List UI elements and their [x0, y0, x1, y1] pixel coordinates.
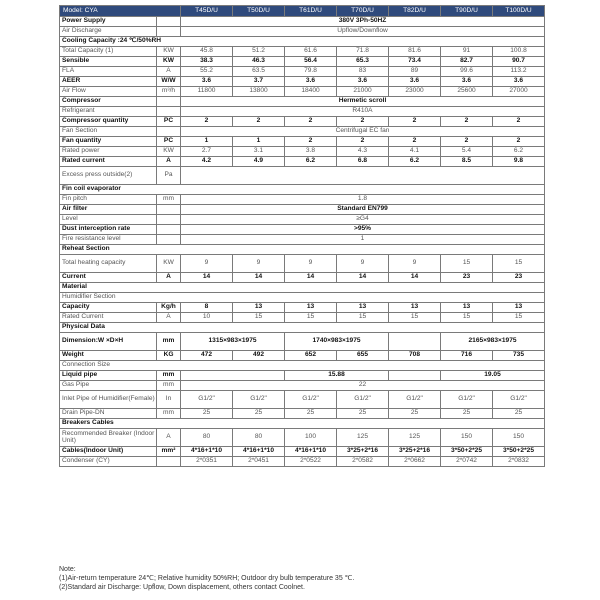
spec-row [60, 205, 545, 215]
row-label: Drain Pipe-DN [60, 409, 157, 419]
row-label: Rated current [60, 157, 157, 167]
spec-table-container [59, 5, 544, 467]
value-cell: 13800 [233, 87, 285, 97]
row-unit [157, 27, 181, 37]
row-unit [157, 107, 181, 117]
spec-row [60, 313, 545, 323]
section-header: Cooling Capacity :24 ℃/50%RH [60, 37, 545, 47]
spec-row [60, 429, 545, 447]
spec-row [60, 447, 545, 457]
value-cell: 6.8 [337, 157, 389, 167]
value-cell: 2 [181, 117, 233, 127]
value-cell: 45.8 [181, 47, 233, 57]
value-cell: 14 [285, 273, 337, 283]
row-label: Air filter [60, 205, 157, 215]
value-cell: 13 [337, 303, 389, 313]
row-label: Recommended Breaker (Indoor Unit) [60, 429, 157, 447]
spec-row [60, 137, 545, 147]
value-cell: 2*0832 [493, 457, 545, 467]
row-label: FLA [60, 67, 157, 77]
spec-row [60, 215, 545, 225]
spec-row [60, 333, 545, 351]
value-cell: 6.2 [285, 157, 337, 167]
row-unit: Pa [157, 167, 181, 185]
value-cell: 46.3 [233, 57, 285, 67]
value-cell: 13 [441, 303, 493, 313]
value-cell: 11800 [181, 87, 233, 97]
value-cell: 2 [441, 137, 493, 147]
value-cell: 25 [493, 409, 545, 419]
row-unit: mm² [157, 447, 181, 457]
value-cell: 4.3 [337, 147, 389, 157]
value-cell [181, 371, 285, 381]
value-cell: 1 [181, 235, 545, 245]
row-label: Compressor [60, 97, 157, 107]
value-cell: 90.7 [493, 57, 545, 67]
row-unit: A [157, 273, 181, 283]
row-label: Total Capacity (1) [60, 47, 157, 57]
value-cell: 2 [493, 137, 545, 147]
value-cell: 380V 3Ph-50HZ [181, 17, 545, 27]
row-unit [157, 205, 181, 215]
value-cell: 150 [441, 429, 493, 447]
row-label: Total heating capacity [60, 255, 157, 273]
spec-row [60, 157, 545, 167]
value-cell: 5.4 [441, 147, 493, 157]
header-row [60, 6, 545, 17]
spec-row [60, 255, 545, 273]
row-label: Refrigerant [60, 107, 157, 117]
value-cell: 2 [233, 117, 285, 127]
value-cell: G1/2" [493, 391, 545, 409]
row-label: Weight [60, 351, 157, 361]
value-cell: 1 [233, 137, 285, 147]
spec-row [60, 225, 545, 235]
value-cell: 4.1 [389, 147, 441, 157]
row-label: Fan quantity [60, 137, 157, 147]
value-cell: 3*25+2*16 [337, 447, 389, 457]
row-unit: A [157, 67, 181, 77]
model-header: T70D/U [337, 6, 389, 17]
row-unit: W/W [157, 77, 181, 87]
row-unit: mm [157, 195, 181, 205]
spec-row [60, 97, 545, 107]
value-cell: 3.6 [493, 77, 545, 87]
spec-row [60, 57, 545, 67]
value-cell: 9.8 [493, 157, 545, 167]
value-cell: 71.8 [337, 47, 389, 57]
row-label: Power Supply [60, 17, 157, 27]
value-cell: 8.5 [441, 157, 493, 167]
row-unit [157, 225, 181, 235]
value-cell: 15 [493, 255, 545, 273]
row-unit: A [157, 157, 181, 167]
value-cell: 2 [441, 117, 493, 127]
value-cell: Hermetic scroll [181, 97, 545, 107]
row-label: Fan Section [60, 127, 157, 137]
spec-row [60, 37, 545, 47]
row-label: Rated power [60, 147, 157, 157]
value-cell [389, 333, 441, 351]
value-cell: 3.1 [233, 147, 285, 157]
row-unit: KW [157, 47, 181, 57]
row-unit [157, 215, 181, 225]
row-unit: Kg/h [157, 303, 181, 313]
value-cell: 13 [285, 303, 337, 313]
value-cell: 15 [441, 313, 493, 323]
value-cell: 472 [181, 351, 233, 361]
value-cell: 23 [441, 273, 493, 283]
section-header: Reheat Section [60, 245, 545, 255]
row-label: Air Discharge [60, 27, 157, 37]
value-cell: 1.8 [181, 195, 545, 205]
row-label: Inlet Pipe of Humidifier(Female) [60, 391, 157, 409]
section-header: Fin coil evaporator [60, 185, 545, 195]
value-cell: 708 [389, 351, 441, 361]
value-cell: 3*50+2*25 [441, 447, 493, 457]
model-label: Model: CYA [60, 6, 181, 17]
value-cell: 51.2 [233, 47, 285, 57]
value-cell: 2.7 [181, 147, 233, 157]
value-cell: 38.3 [181, 57, 233, 67]
value-cell: 3.6 [181, 77, 233, 87]
value-cell: 2 [285, 117, 337, 127]
model-header: T61D/U [285, 6, 337, 17]
spec-row [60, 17, 545, 27]
value-cell: 652 [285, 351, 337, 361]
note-line: (1)Air-return temperature 24℃; Relative humidity 50%RH; Outdoor dry bulb temperature 35 ℃. [59, 574, 355, 582]
value-cell: Centrifugal EC fan [181, 127, 545, 137]
row-unit: PC [157, 117, 181, 127]
value-cell: 1 [181, 137, 233, 147]
row-unit [157, 235, 181, 245]
notes [59, 566, 354, 592]
spec-row [60, 27, 545, 37]
spec-row [60, 303, 545, 313]
row-label: Liquid pipe [60, 371, 157, 381]
value-cell: 13 [389, 303, 441, 313]
value-cell: 25600 [441, 87, 493, 97]
value-cell: 3.6 [285, 77, 337, 87]
spec-row [60, 117, 545, 127]
spec-row [60, 293, 545, 303]
value-cell: 655 [337, 351, 389, 361]
value-cell: 9 [389, 255, 441, 273]
spec-row [60, 67, 545, 77]
value-cell: 25 [441, 409, 493, 419]
value-cell: 4*16+1*10 [285, 447, 337, 457]
value-cell: G1/2" [181, 391, 233, 409]
value-cell: 14 [337, 273, 389, 283]
model-header: T90D/U [441, 6, 493, 17]
spec-row [60, 381, 545, 391]
value-cell: 25 [389, 409, 441, 419]
spec-row [60, 147, 545, 157]
value-cell: 14 [389, 273, 441, 283]
value-cell: 6.2 [389, 157, 441, 167]
value-cell: 14 [233, 273, 285, 283]
row-label: Fire resistance level [60, 235, 157, 245]
value-cell: 82.7 [441, 57, 493, 67]
section-header: Connection Size [60, 361, 545, 371]
row-label: Compressor quantity [60, 117, 157, 127]
model-header: T50D/U [233, 6, 285, 17]
row-label: Rated Current [60, 313, 157, 323]
value-cell: 2 [285, 137, 337, 147]
value-cell: 13 [233, 303, 285, 313]
row-label: Excess press outside(2) [60, 167, 157, 185]
value-cell: Standard EN799 [181, 205, 545, 215]
spec-row [60, 457, 545, 467]
row-label: Dimension:W ×D×H [60, 333, 157, 351]
value-cell: R410A [181, 107, 545, 117]
spec-row [60, 361, 545, 371]
value-cell: 15 [337, 313, 389, 323]
notes-title: Note: [59, 566, 76, 573]
row-unit: In [157, 391, 181, 409]
value-cell: 492 [233, 351, 285, 361]
row-unit: KW [157, 147, 181, 157]
row-label: Current [60, 273, 157, 283]
value-cell: 89 [389, 67, 441, 77]
value-cell: 91 [441, 47, 493, 57]
value-cell: 2 [337, 137, 389, 147]
spec-row [60, 371, 545, 381]
value-cell: 125 [337, 429, 389, 447]
value-cell: 2 [337, 117, 389, 127]
value-cell: 25 [285, 409, 337, 419]
value-cell: 25 [181, 409, 233, 419]
spec-table-body [60, 17, 545, 467]
value-cell: 27000 [493, 87, 545, 97]
value-cell: 2*0351 [181, 457, 233, 467]
row-unit [157, 457, 181, 467]
spec-row [60, 195, 545, 205]
value-cell: 23000 [389, 87, 441, 97]
value-cell: 2*0742 [441, 457, 493, 467]
value-cell: 99.6 [441, 67, 493, 77]
value-cell: Upflow/Downflow [181, 27, 545, 37]
value-cell: 2 [493, 117, 545, 127]
value-cell: 19.05 [441, 371, 545, 381]
section-header: Material [60, 283, 545, 293]
value-cell: 113.2 [493, 67, 545, 77]
model-header: T45D/U [181, 6, 233, 17]
value-cell: 13 [493, 303, 545, 313]
row-unit: mm [157, 381, 181, 391]
value-cell: 80 [181, 429, 233, 447]
value-cell: 18400 [285, 87, 337, 97]
spec-row [60, 77, 545, 87]
value-cell: 81.6 [389, 47, 441, 57]
value-cell: 100 [285, 429, 337, 447]
value-cell: 73.4 [389, 57, 441, 67]
row-unit: mm [157, 409, 181, 419]
section-header: Humidifier Section [60, 293, 545, 303]
spec-table [59, 5, 545, 467]
value-cell: 15 [493, 313, 545, 323]
value-cell: 2 [389, 117, 441, 127]
row-label: Dust interception rate [60, 225, 157, 235]
value-cell: 4.9 [233, 157, 285, 167]
row-unit [157, 127, 181, 137]
row-unit: mm [157, 371, 181, 381]
value-cell: G1/2" [389, 391, 441, 409]
spec-row [60, 283, 545, 293]
value-cell: >95% [181, 225, 545, 235]
value-cell: 3.6 [337, 77, 389, 87]
row-label: Capacity [60, 303, 157, 313]
row-label: Fin pitch [60, 195, 157, 205]
value-cell: 6.2 [493, 147, 545, 157]
spec-row [60, 273, 545, 283]
note-line: (2)Standard air Discharge: Upflow, Down displacement, others contact Coolnet. [59, 583, 305, 591]
row-unit [157, 97, 181, 107]
row-unit: KG [157, 351, 181, 361]
value-cell: 14 [181, 273, 233, 283]
row-unit: A [157, 313, 181, 323]
value-cell: 2165×983×1975 [441, 333, 545, 351]
row-unit: mm [157, 333, 181, 351]
value-cell: 2*0662 [389, 457, 441, 467]
value-cell: ≥G4 [181, 215, 545, 225]
row-unit: m³/h [157, 87, 181, 97]
spec-row [60, 323, 545, 333]
row-unit: KW [157, 255, 181, 273]
section-header: Breakers Cables [60, 419, 545, 429]
value-cell: 15.88 [285, 371, 389, 381]
row-label: Air Flow [60, 87, 157, 97]
value-cell: 22 [181, 381, 545, 391]
value-cell: 8 [181, 303, 233, 313]
value-cell: 3*25+2*16 [389, 447, 441, 457]
row-unit: KW [157, 57, 181, 67]
value-cell: 4.2 [181, 157, 233, 167]
value-cell: 15 [389, 313, 441, 323]
value-cell: 80 [233, 429, 285, 447]
row-label: AEER [60, 77, 157, 87]
value-cell [389, 371, 441, 381]
value-cell: G1/2" [337, 391, 389, 409]
value-cell: 150 [493, 429, 545, 447]
row-label: Condenser (CY) [60, 457, 157, 467]
spec-row [60, 419, 545, 429]
value-cell: 1315×983×1975 [181, 333, 285, 351]
value-cell: 3*50+2*25 [493, 447, 545, 457]
spec-row [60, 391, 545, 409]
value-cell: 65.3 [337, 57, 389, 67]
row-label: Cables(Indoor Unit) [60, 447, 157, 457]
value-cell: 15 [233, 313, 285, 323]
value-cell: 716 [441, 351, 493, 361]
row-label: Gas Pipe [60, 381, 157, 391]
value-cell: 2*0522 [285, 457, 337, 467]
value-cell: 25 [233, 409, 285, 419]
value-cell: 125 [389, 429, 441, 447]
value-cell: 3.7 [233, 77, 285, 87]
spec-row [60, 185, 545, 195]
value-cell: 55.2 [181, 67, 233, 77]
value-cell: 9 [233, 255, 285, 273]
spec-row [60, 47, 545, 57]
value-cell: 4*16+1*10 [233, 447, 285, 457]
value-cell: 2 [389, 137, 441, 147]
spec-row [60, 235, 545, 245]
row-label: Sensible [60, 57, 157, 67]
value-cell: G1/2" [233, 391, 285, 409]
value-cell: 3.6 [441, 77, 493, 87]
value-cell: 25 [337, 409, 389, 419]
value-cell: 56.4 [285, 57, 337, 67]
value-cell: 63.5 [233, 67, 285, 77]
value-cell: 23 [493, 273, 545, 283]
row-unit: A [157, 429, 181, 447]
value-cell: 61.6 [285, 47, 337, 57]
value-cell: 100.8 [493, 47, 545, 57]
value-cell: 4*16+1*10 [181, 447, 233, 457]
value-cell: 3.8 [285, 147, 337, 157]
section-header: Physical Data [60, 323, 545, 333]
value-cell: 9 [181, 255, 233, 273]
value-cell: 1740×983×1975 [285, 333, 389, 351]
value-cell: 9 [285, 255, 337, 273]
value-cell: G1/2" [285, 391, 337, 409]
value-cell: 2*0582 [337, 457, 389, 467]
spec-row [60, 351, 545, 361]
spec-row [60, 167, 545, 185]
value-cell: 2*0451 [233, 457, 285, 467]
value-cell: 15 [441, 255, 493, 273]
row-unit [157, 17, 181, 27]
model-header: T82D/U [389, 6, 441, 17]
value-cell: 3.6 [389, 77, 441, 87]
row-label: Level [60, 215, 157, 225]
model-header: T100D/U [493, 6, 545, 17]
row-unit: PC [157, 137, 181, 147]
value-cell: 10 [181, 313, 233, 323]
spec-row [60, 409, 545, 419]
value-cell: 9 [337, 255, 389, 273]
spec-row [60, 107, 545, 117]
value-cell [181, 167, 545, 185]
value-cell: 79.8 [285, 67, 337, 77]
value-cell: 83 [337, 67, 389, 77]
value-cell: 21000 [337, 87, 389, 97]
spec-row [60, 127, 545, 137]
value-cell: G1/2" [441, 391, 493, 409]
value-cell: 15 [285, 313, 337, 323]
spec-row [60, 87, 545, 97]
value-cell: 735 [493, 351, 545, 361]
spec-row [60, 245, 545, 255]
